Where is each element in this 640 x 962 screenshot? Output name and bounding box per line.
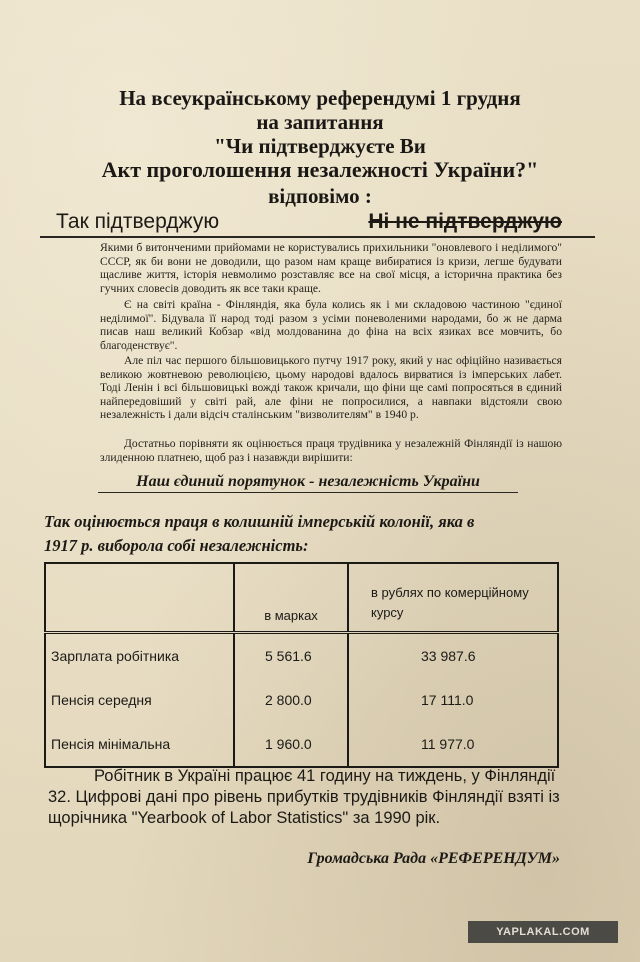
value-marks: 1 960.0 — [234, 722, 348, 767]
headline-line-4: Акт проголошення незалежності України?" — [101, 157, 539, 182]
table-row — [45, 722, 558, 767]
row-label: Зарплата робітника — [45, 633, 234, 679]
answer-yes: Так підтверджую — [56, 210, 220, 233]
table-row — [45, 678, 558, 722]
headline-line-3: "Чи підтверджуєте Ви — [214, 134, 426, 158]
header-rubles: в рублях по комерційному курсу — [348, 563, 558, 633]
value-rubles: 33 987.6 — [348, 633, 558, 679]
value-rubles: 11 977.0 — [348, 722, 558, 767]
table-row — [45, 633, 558, 679]
headline-line-1: На всеукраїнському референдумі 1 грудня — [119, 86, 521, 110]
signature: Громадська Рада «РЕФЕРЕНДУМ» — [307, 850, 560, 867]
header-empty — [45, 563, 234, 633]
paragraph-3: Але піл час першого більшовицького путчу 1917 року, який у нас офіційно називається великою жовтневою революцією, цьому народові вдалось вирватися із імперських лабет. Тоді Ленін і всі більшовицькі вожді також кричали, що фіни ще самі попросяться в єдиний найпередовіший у світі рай, але фіни не попросилися, а навпаки відстояли свою незалежність і дали відсіч сталінським "визволителям" в 1940 р. — [100, 354, 562, 422]
bottom-paragraph: Робітник в Україні працює 41 годину на тиждень, у Фінляндії 32. Цифрові дані про рівень прибутків трудівників Фінляндії взяті із щорічника "Yearbook of Labor Statistics" за 1990 рік. — [48, 767, 560, 827]
divider-line — [40, 236, 595, 238]
value-marks: 5 561.6 — [234, 633, 348, 679]
paragraph-2: Є на світі країна - Фінляндія, яка була колись як і ми складовою частиною "єдиної неділимої". Бідувала її народ тоді разом з усіми поневоленими народами, бо ж не дарма писав наш великий Кобзар «від молдованина до фіна на всіх язиках все мовчить, бо благоденствує". — [100, 298, 562, 352]
site-watermark — [468, 921, 618, 943]
header-marks: в марках — [234, 563, 348, 633]
headline-line-5: відповімо : — [268, 184, 372, 208]
comparison-table — [44, 562, 559, 768]
value-rubles: 17 111.0 — [348, 678, 558, 722]
paragraph-4: Достатньо порівняти як оцінюється праця трудівника у незалежній Фінляндії із нашою злиденною платнею, щоб раз і назавжди вирішити: — [100, 437, 562, 464]
row-label: Пенсія мінімальна — [45, 722, 234, 767]
table-intro-line-2: 1917 р. виборола собі незалежність: — [44, 536, 309, 555]
paragraph-1: Якими б витонченими прийомами не користувались прихильники "оновлевого і неділимого" СССР, як би вони не доводили, що разом нам краще вибиратися із кризи, легше будувати щасливе життя, історія невмолимо розставляє все на свої місця, а історична практика без гучних словесів доводить як все таки краще. — [100, 241, 562, 295]
row-label: Пенсія середня — [45, 678, 234, 722]
slogan: Наш єдиний порятунок - незалежність України — [98, 473, 518, 493]
answer-options — [56, 207, 566, 237]
value-marks: 2 800.0 — [234, 678, 348, 722]
headline-line-2: на запитання — [256, 110, 384, 134]
table-intro-line-1: Так оцінюється праця в колишній імперській колонії, яка в — [44, 512, 475, 531]
table-header-row — [45, 563, 558, 633]
watermark-text: YAPLAKAL.COM — [496, 926, 590, 938]
answer-no-crossed: Ні не підтверджую — [368, 210, 562, 233]
